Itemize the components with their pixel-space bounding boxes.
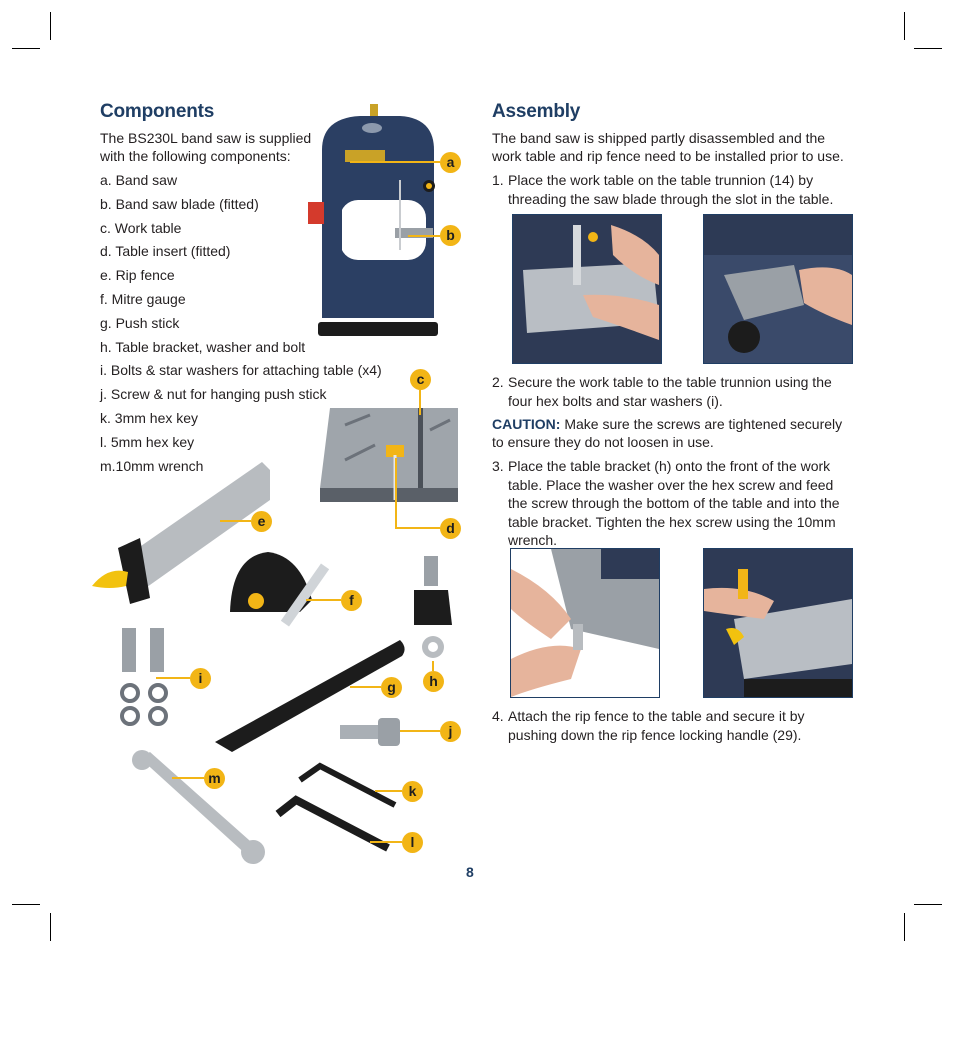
callout-c: c xyxy=(410,369,431,390)
crop-mark xyxy=(914,904,942,905)
mitre-gauge-illustration xyxy=(230,552,329,627)
photo-bracket-screw xyxy=(510,548,660,698)
callout-f: f xyxy=(341,590,362,611)
hex-key-illustration xyxy=(278,800,388,848)
photo-table-placement xyxy=(512,214,662,364)
callout-j: j xyxy=(440,721,461,742)
list-item: d. Table insert (fitted) xyxy=(100,243,231,260)
crop-mark xyxy=(914,48,942,49)
callout-i: i xyxy=(190,668,211,689)
list-item: m.10mm wrench xyxy=(100,457,204,474)
step-text: Place the work table on the table trunnion (14) by threading the saw blade through the slot in the table. xyxy=(508,172,834,207)
callout-g: g xyxy=(381,677,402,698)
list-item: e. Rip fence xyxy=(100,267,175,284)
callout-h: h xyxy=(423,671,444,692)
callout-k: k xyxy=(402,781,423,802)
caution-text: Make sure the screws are tightened securely to ensure they do not loosen in use. xyxy=(492,416,843,450)
crop-mark xyxy=(12,904,40,905)
list-item: k. 3mm hex key xyxy=(100,409,199,426)
step-text: Attach the rip fence to the table and secure it by pushing down the rip fence locking handle (29). xyxy=(508,708,805,743)
assembly-intro: The band saw is shipped partly disassembled and the work table and rip fence need to be installed prior to use. xyxy=(492,130,844,164)
step-text: Place the table bracket (h) onto the front of the work table. Place the washer over the hex screw and feed the screw through the bottom of the table and into the table bracket. Tighten the hex screw using the 10mm wrench. xyxy=(508,458,840,548)
list-item: i. Bolts & star washers for attaching table (x4) xyxy=(100,362,382,379)
crop-mark xyxy=(904,913,905,941)
list-item: l. 5mm hex key xyxy=(100,433,195,450)
step-number: 2. xyxy=(492,374,504,390)
callout-d: d xyxy=(440,518,461,539)
photo-table-mounted xyxy=(703,548,853,698)
step-4 xyxy=(492,707,854,744)
hex-key-illustration xyxy=(300,766,395,805)
wrench-illustration xyxy=(140,752,258,858)
components-list xyxy=(100,171,382,480)
list-item: j. Screw & nut for hanging push stick xyxy=(100,386,327,403)
list-item: b. Band saw blade (fitted) xyxy=(100,195,259,212)
bolts-illustration xyxy=(122,628,166,724)
page-number: 8 xyxy=(466,864,474,880)
list-item: c. Work table xyxy=(100,219,182,236)
screw-illustration xyxy=(340,718,400,746)
callout-b: b xyxy=(440,225,461,246)
step-number: 3. xyxy=(492,458,504,474)
photo-table-trunnion xyxy=(703,214,853,364)
table-bracket-illustration xyxy=(414,556,452,658)
callout-l: l xyxy=(402,832,423,853)
caution-note xyxy=(492,415,854,451)
crop-mark xyxy=(904,12,905,40)
step-number: 4. xyxy=(492,708,504,724)
crop-mark xyxy=(50,913,51,941)
list-item: g. Push stick xyxy=(100,314,180,331)
list-item: h. Table bracket, washer and bolt xyxy=(100,338,306,355)
callout-m: m xyxy=(204,768,225,789)
step-text: Secure the work table to the table trunnion using the four hex bolts and star washers (i). xyxy=(508,374,832,409)
list-item: f. Mitre gauge xyxy=(100,290,186,307)
components-intro: The BS230L band saw is supplied with the following components: xyxy=(100,130,312,164)
caution-label: CAUTION: xyxy=(492,416,561,432)
callout-e: e xyxy=(251,511,272,532)
step-3 xyxy=(492,457,854,550)
assembly-heading: Assembly xyxy=(492,101,581,122)
callout-a: a xyxy=(440,152,461,173)
list-item: a. Band saw xyxy=(100,172,178,188)
step-number: 1. xyxy=(492,172,504,188)
components-heading: Components xyxy=(100,101,215,122)
step-2 xyxy=(492,373,854,410)
step-1 xyxy=(492,171,854,208)
